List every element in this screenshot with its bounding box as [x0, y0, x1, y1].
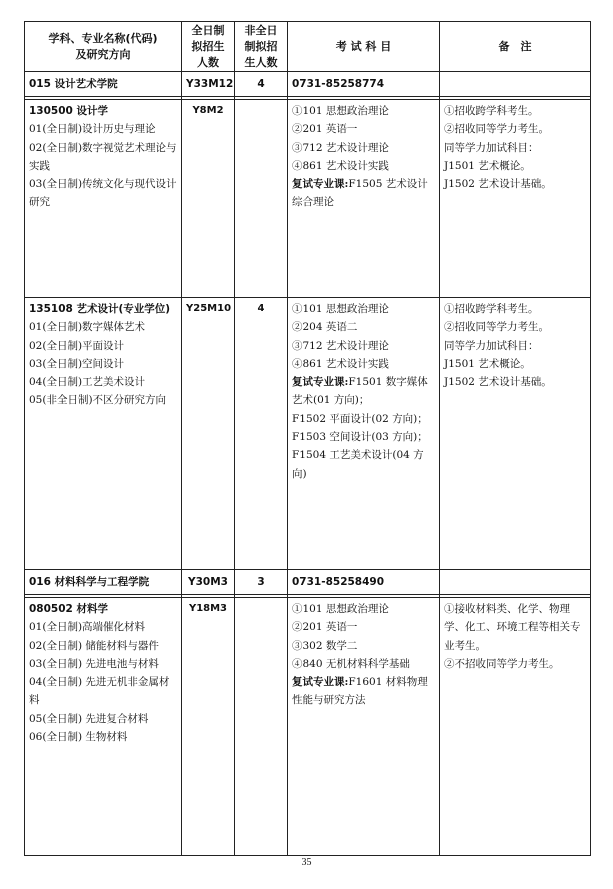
major-fulltime-quota: Y25M10: [182, 298, 235, 570]
major-parttime-quota: [235, 100, 288, 298]
page-number: 35: [301, 857, 312, 868]
table-header-row: [25, 22, 591, 72]
note-line: J1501 艺术概论。: [444, 159, 531, 172]
college-notes: [440, 72, 591, 97]
major-row: [25, 598, 591, 856]
exam-subject: ①101 思想政治理论: [292, 105, 389, 117]
major-subject-cell: [25, 598, 182, 856]
research-direction: 02(全日制)平面设计: [29, 339, 125, 352]
major-subject-cell: [25, 298, 182, 570]
major-fulltime-quota: Y18M3: [182, 598, 235, 856]
major-title: 135108 艺术设计(专业学位): [29, 303, 171, 315]
major-title: 080502 材料学: [29, 603, 108, 615]
college-parttime-quota: 3: [235, 570, 288, 595]
major-exam-subjects: [288, 100, 440, 298]
note-line: J1502 艺术设计基础。: [444, 376, 552, 389]
research-direction: 06(全日制) 生物材料: [29, 731, 128, 744]
major-notes: [440, 598, 591, 856]
research-direction: 02(全日制)数字视觉艺术理论与实践: [29, 141, 177, 172]
note-line: 同等学力加试科目：: [444, 141, 539, 154]
exam-subject: ①101 思想政治理论: [292, 603, 389, 615]
major-fulltime-quota: Y8M2: [182, 100, 235, 298]
major-title: 130500 设计学: [29, 105, 108, 117]
exam-subject: ②201 英语一: [292, 123, 358, 136]
enrollment-catalog-table: [24, 21, 591, 856]
college-phone: 0731-85258774: [288, 72, 440, 97]
college-fulltime-quota: Y30M3: [182, 570, 235, 595]
header-fulltime-quota: 全日制 拟招生 人数: [182, 22, 235, 72]
college-row: [25, 72, 591, 97]
research-direction: 05(全日制) 先进复合材料: [29, 712, 149, 725]
retest-subject: F1502 平面设计(02 方向)；: [292, 412, 428, 425]
note-line: ②招收同等学力考生。: [444, 123, 549, 136]
note-line: ②不招收同等学力考生。: [444, 657, 560, 670]
retest-block: 复试专业课:F1601 材料物理性能与研究方法: [292, 676, 428, 707]
retest-subject: F1504 工艺美术设计(04 方向): [292, 449, 424, 480]
exam-subject: ②201 英语一: [292, 621, 358, 634]
exam-subject: ③302 数学二: [292, 639, 358, 652]
header-parttime-quota: 非全日 制拟招 生人数: [235, 22, 288, 72]
note-line: J1502 艺术设计基础。: [444, 178, 552, 191]
exam-subject: ③712 艺术设计理论: [292, 141, 389, 154]
retest-label: 复试专业课:: [292, 676, 349, 689]
major-row: [25, 100, 591, 298]
header-subject: 学科、专业名称(代码) 及研究方向: [25, 22, 182, 72]
major-row: [25, 298, 591, 570]
college-notes: [440, 570, 591, 595]
note-line: 同等学力加试科目：: [444, 339, 539, 352]
research-direction: 03(全日制)传统文化与现代设计研究: [29, 178, 177, 209]
major-parttime-quota: [235, 598, 288, 856]
exam-subject: ④861 艺术设计实践: [292, 357, 389, 370]
research-direction: 04(全日制) 先进无机非金属材料: [29, 676, 170, 707]
header-exam-subjects: 考 试 科 目: [288, 22, 440, 72]
note-line: ①招收跨学科考生。: [444, 105, 539, 117]
college-title: 015 设计艺术学院: [25, 72, 182, 97]
college-parttime-quota: 4: [235, 72, 288, 97]
research-direction: 05(非全日制)不区分研究方向: [29, 394, 167, 407]
note-line: J1501 艺术概论。: [444, 357, 531, 370]
research-direction: 01(全日制)设计历史与理论: [29, 123, 156, 136]
college-title: 016 材料科学与工程学院: [25, 570, 182, 595]
retest-block: 复试专业课:F1505 艺术设计综合理论: [292, 178, 428, 209]
exam-subject: ③712 艺术设计理论: [292, 339, 389, 352]
major-exam-subjects: [288, 598, 440, 856]
major-parttime-quota: 4: [235, 298, 288, 570]
college-phone: 0731-85258490: [288, 570, 440, 595]
major-notes: [440, 100, 591, 298]
college-fulltime-quota: Y33M12: [182, 72, 235, 97]
research-direction: 01(全日制)高端催化材料: [29, 621, 146, 634]
retest-label: 复试专业课:: [292, 178, 349, 191]
research-direction: 04(全日制)工艺美术设计: [29, 376, 146, 389]
header-notes: 备 注: [440, 22, 591, 72]
retest-subject: F1503 空间设计(03 方向)；: [292, 431, 428, 444]
exam-subject: ①101 思想政治理论: [292, 303, 389, 315]
research-direction: 01(全日制)数字媒体艺术: [29, 321, 146, 334]
exam-subject: ②204 英语二: [292, 321, 358, 334]
exam-subject: ④861 艺术设计实践: [292, 159, 389, 172]
major-exam-subjects: [288, 298, 440, 570]
research-direction: 03(全日制)空间设计: [29, 357, 125, 370]
retest-block: 复试专业课:F1501 数字媒体艺术(01 方向)；: [292, 376, 428, 407]
exam-subject: ④840 无机材料科学基础: [292, 657, 410, 670]
note-line: ②招收同等学力考生。: [444, 321, 549, 334]
college-row: [25, 570, 591, 595]
note-line: ①接收材料类、化学、物理学、化工、环境工程等相关专业考生。: [444, 603, 581, 652]
major-notes: [440, 298, 591, 570]
note-line: ①招收跨学科考生。: [444, 303, 539, 315]
major-subject-cell: [25, 100, 182, 298]
research-direction: 02(全日制) 储能材料与器件: [29, 639, 159, 652]
retest-label: 复试专业课:: [292, 376, 349, 389]
research-direction: 03(全日制) 先进电池与材料: [29, 657, 159, 670]
